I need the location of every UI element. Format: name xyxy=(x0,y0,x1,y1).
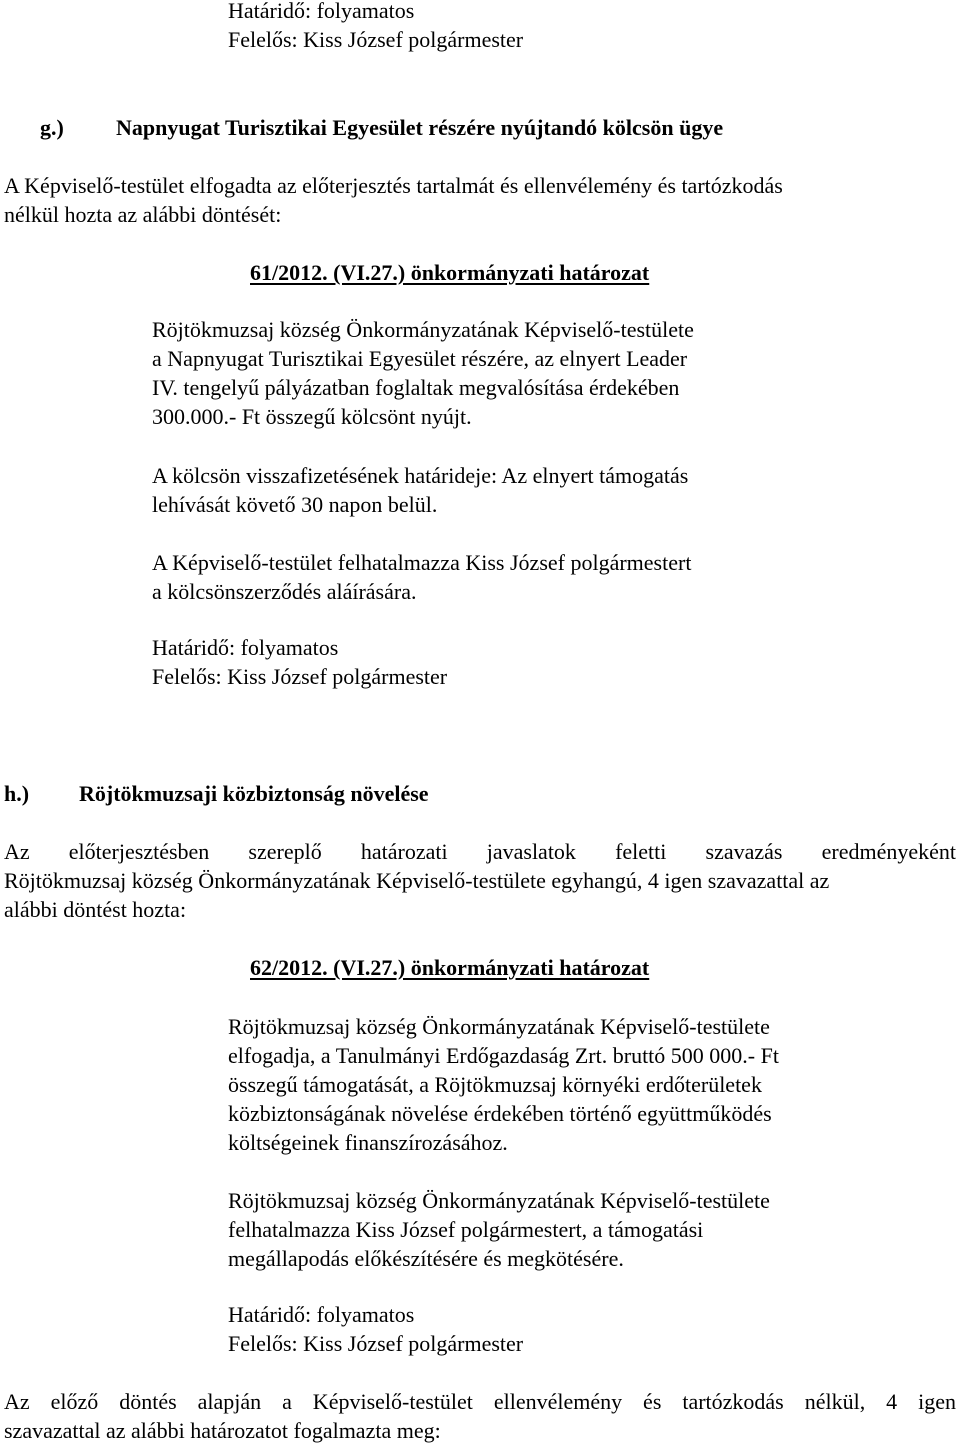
text-line: elfogadja, a Tanulmányi Erdőgazdaság Zrt. bruttó 500 000.- Ft xyxy=(228,1043,779,1068)
text-line: a kölcsönszerződés aláírására. xyxy=(152,579,417,604)
section-g-letter: g.) xyxy=(40,115,64,140)
resolution-62-paragraph-1 xyxy=(228,1012,779,1157)
resolution-62-title: 62/2012. (VI.27.) önkormányzati határozat xyxy=(250,955,650,980)
closing-line1: Az előző döntés alapján a Képviselő-testület ellenvélemény és tartózkodás nélkül, 4 igen xyxy=(4,1389,956,1414)
text-line: A kölcsön visszafizetésének határideje: Az elnyert támogatás xyxy=(152,463,689,488)
section-h-intro-line3: alábbi döntést hozta: xyxy=(4,897,187,922)
top-deadline: Határidő: folyamatos xyxy=(228,0,415,23)
section-h-intro-line2: Röjtökmuzsaj község Önkormányzatának Képviselő-testülete egyhangú, 4 igen szavazattal az xyxy=(4,868,830,893)
section-h-intro-line1: Az előterjesztésben szereplő határozati javaslatok feletti szavazás eredményeként xyxy=(4,839,956,864)
text-line: felhatalmazza Kiss József polgármestert, a támogatási xyxy=(228,1217,704,1242)
text-line: 300.000.- Ft összegű kölcsönt nyújt. xyxy=(152,404,472,429)
text-line: Röjtökmuzsaj község Önkormányzatának Képviselő-testülete xyxy=(152,317,694,342)
closing-line2: szavazattal az alábbi határozatot fogalmazta meg: xyxy=(4,1418,441,1443)
section-h-deadline: Határidő: folyamatos xyxy=(228,1302,415,1327)
section-g-intro-line2: nélkül hozta az alábbi döntését: xyxy=(4,202,282,227)
section-h-responsible: Felelős: Kiss József polgármester xyxy=(228,1331,524,1356)
text-line: közbiztonságának növelése érdekében történő együttműködés xyxy=(228,1101,772,1126)
text-line: Röjtökmuzsaj község Önkormányzatának Képviselő-testülete xyxy=(228,1014,770,1039)
text-line: IV. tengelyű pályázatban foglaltak megvalósítása érdekében xyxy=(152,375,680,400)
text-line: költségeinek finanszírozásához. xyxy=(228,1130,508,1155)
resolution-61-paragraph-2 xyxy=(152,461,688,519)
text-line: A Képviselő-testület felhatalmazza Kiss József polgármestert xyxy=(152,550,692,575)
text-line: lehívását követő 30 napon belül. xyxy=(152,492,438,517)
top-responsible: Felelős: Kiss József polgármester xyxy=(228,27,524,52)
text-line: megállapodás előkészítésére és megkötésére. xyxy=(228,1246,624,1271)
text-line: Röjtökmuzsaj község Önkormányzatának Képviselő-testülete xyxy=(228,1188,770,1213)
section-g-title: Napnyugat Turisztikai Egyesület részére nyújtandó kölcsön ügye xyxy=(116,115,724,140)
resolution-61-title: 61/2012. (VI.27.) önkormányzati határozat xyxy=(250,260,650,285)
text-line: összegű támogatását, a Röjtökmuzsaj környéki erdőterületek xyxy=(228,1072,762,1097)
text-line: a Napnyugat Turisztikai Egyesület részére, az elnyert Leader xyxy=(152,346,688,371)
resolution-62-paragraph-2 xyxy=(228,1186,770,1273)
resolution-61-paragraph-3 xyxy=(152,548,691,606)
section-g-responsible: Felelős: Kiss József polgármester xyxy=(152,664,448,689)
section-g-deadline: Határidő: folyamatos xyxy=(152,635,339,660)
section-h-letter: h.) xyxy=(4,781,30,806)
section-h-title: Röjtökmuzsaji közbiztonság növelése xyxy=(79,781,429,806)
resolution-61-paragraph-1 xyxy=(152,315,694,431)
section-g-intro-line1: A Képviselő-testület elfogadta az előterjesztés tartalmát és ellenvélemény és tartózkodás xyxy=(4,173,783,198)
